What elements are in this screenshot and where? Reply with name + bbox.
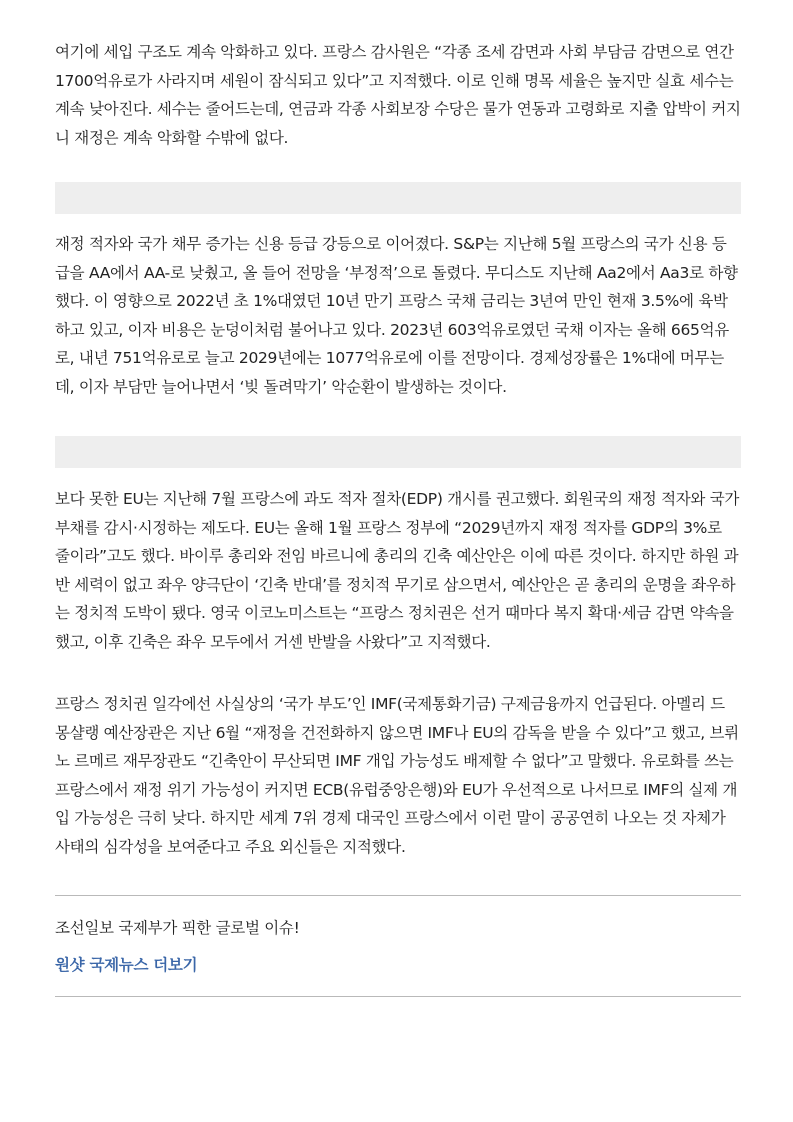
ad-placeholder	[55, 182, 741, 214]
article-paragraph: 재정 적자와 국가 채무 증가는 신용 등급 강등으로 이어졌다. S&P는 지난해 5월 프랑스의 국가 신용 등급을 AA에서 AA-로 낮췄고, 올 들어 전망을 ‘부정적’으로 돌렸다. 무디스도 지난해 Aa2에서 Aa3로 하향했다. 이 영향으로 2022년 초 1%대였던 10년 만기 프랑스 국채 금리는 3년여 만인 현재 3.5%에 육박하고 있고, 이자 비용은 눈덩이처럼 불어나고 있다. 2023년 603억유로였던 국채 이자는 올해 665억유로, 내년 751억유로로 늘고 2029년에는 1077억유로에 이를 전망이다. 경제성장률은 1%대에 머무는데, 이자 부담만 늘어나면서 ‘빚 돌려막기’ 악순환이 발생하는 것이다.	[55, 235, 738, 396]
more-world-news-link[interactable]: 원샷 국제뉴스 더보기	[55, 956, 198, 974]
article-paragraph: 프랑스 정치권 일각에선 사실상의 ‘국가 부도’인 IMF(국제통화기금) 구제금융까지 언급된다. 아멜리 드 몽샬랭 예산장관은 지난 6월 “재정을 건전화하지 않으면 IMF나 EU의 감독을 받을 수 있다”고 했고, 브뤼노 르메르 재무장관도 “긴축안이 무산되면 IMF 개입 가능성도 배제할 수 없다”고 말했다. 유로화를 쓰는 프랑스에서 재정 위기 가능성이 커지면 ECB(유럽중앙은행)와 EU가 우선적으로 나서므로 IMF의 실제 개입 가능성은 극히 낮다. 하지만 세계 7위 경제 대국인 프랑스에서 이런 말이 공공연히 나오는 것 자체가 사태의 심각성을 보여준다고 주요 외신들은 지적했다.	[55, 695, 739, 856]
article-paragraph: 보다 못한 EU는 지난해 7월 프랑스에 과도 적자 절차(EDP) 개시를 권고했다. 회원국의 재정 적자와 국가 부채를 감시·시정하는 제도다. EU는 올해 1월 프랑스 정부에 “2029년까지 재정 적자를 GDP의 3%로 줄이라”고도 했다. 바이루 총리와 전임 바르니에 총리의 긴축 예산안은 이에 따른 것이다. 하지만 하원 과반 세력이 없고 좌우 양극단이 ‘긴축 반대’를 정치적 무기로 삼으면서, 예산안은 곧 총리의 운명을 좌우하는 정치적 도박이 됐다. 영국 이코노미스트는 “프랑스 정치권은 선거 때마다 복지 확대·세금 감면 약속을 했고, 이후 긴축은 좌우 모두에서 거센 반발을 사왔다”고 지적했다.	[55, 490, 740, 651]
article-paragraph: 여기에 세입 구조도 계속 악화하고 있다. 프랑스 감사원은 “각종 조세 감면과 사회 부담금 감면으로 연간 1700억유로가 사라지며 세원이 잠식되고 있다”고 지적했다. 이로 인해 명목 세율은 높지만 실효 세수는 계속 낮아진다. 세수는 줄어드는데, 연금과 각종 사회보장 수당은 물가 연동과 고령화로 지출 압박이 커지니 재정은 계속 악화할 수밖에 없다.	[55, 43, 741, 147]
divider	[55, 895, 741, 896]
divider	[55, 996, 741, 997]
ad-placeholder	[55, 436, 741, 468]
promo-text: 조선일보 국제부가 픽한 글로벌 이슈!	[55, 919, 300, 937]
